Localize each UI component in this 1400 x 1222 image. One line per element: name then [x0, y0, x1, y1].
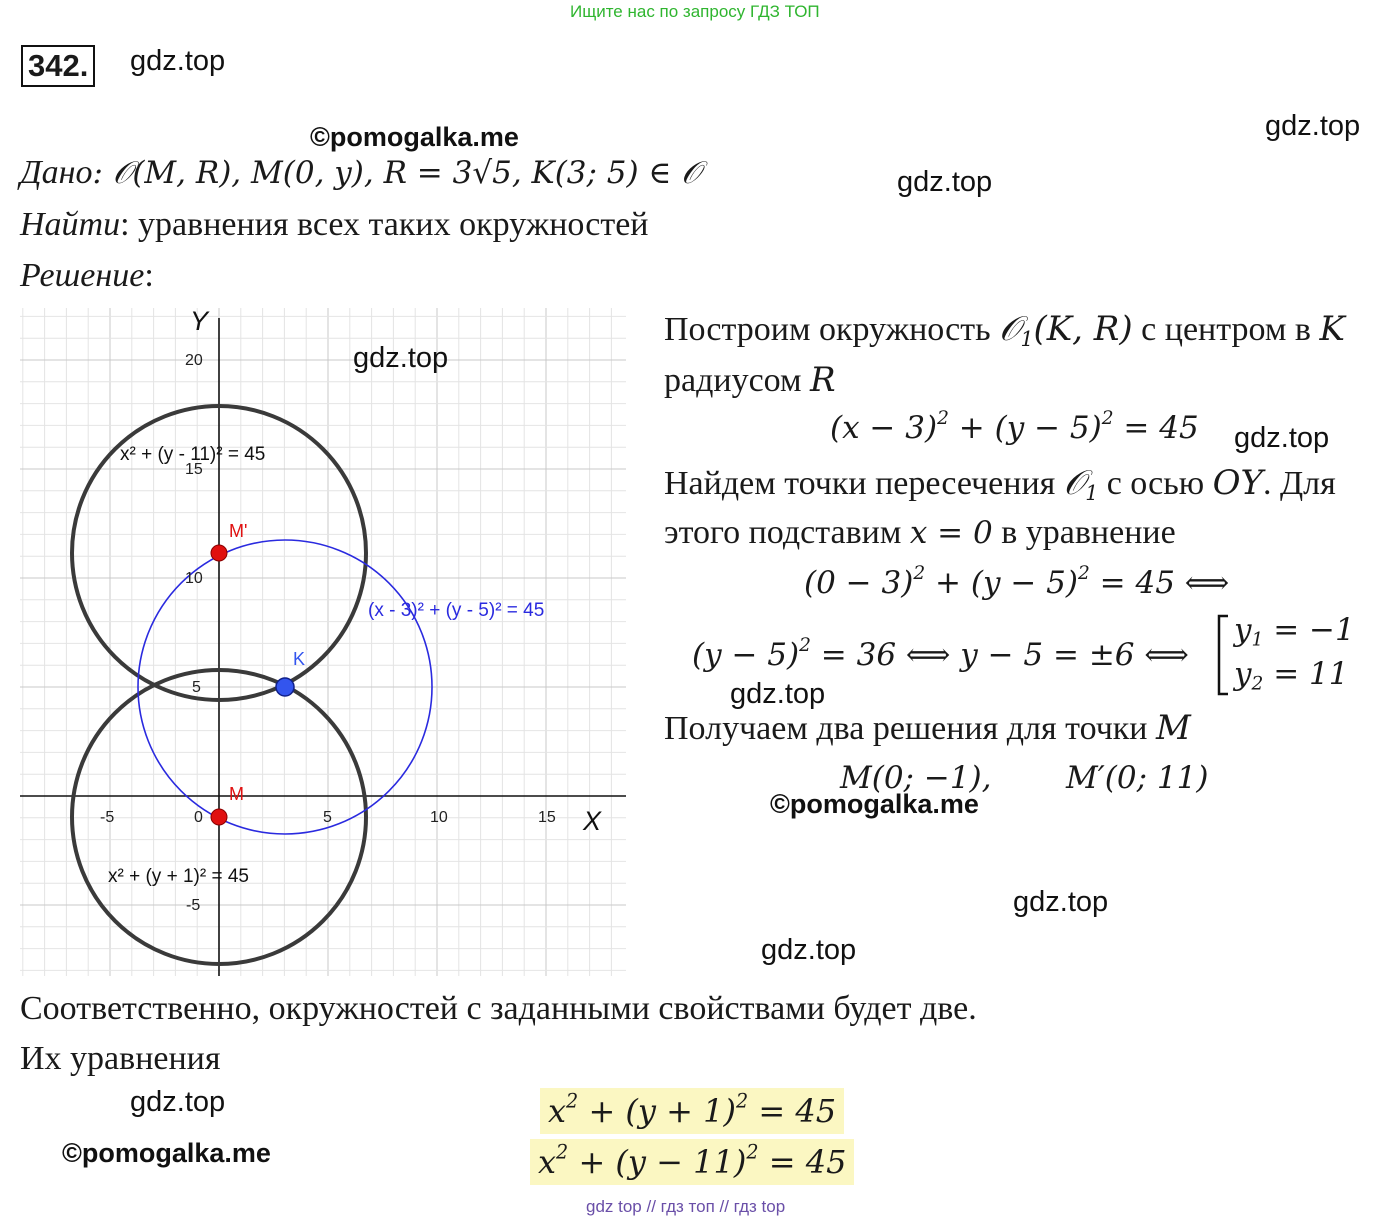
right-line-1 [664, 309, 1345, 352]
ans1-right: = 45 [748, 1092, 837, 1130]
ans2-mid: + (y − 11) [568, 1143, 747, 1181]
x-tick-15: 15 [538, 809, 556, 826]
watermark-gdz-4: gdz.top [353, 342, 449, 374]
point-m-prime [211, 545, 227, 561]
watermark-gdz-2: gdz.top [1265, 110, 1361, 142]
eq1-exp-b: 2 [1101, 408, 1114, 430]
sys2-y: y [1234, 656, 1252, 692]
y-tick-minus5: -5 [186, 897, 201, 914]
y-tick-20: 20 [185, 352, 203, 369]
right-line-5 [664, 708, 1191, 748]
label-m: M [229, 784, 244, 804]
ans2-right: = 45 [758, 1143, 847, 1181]
solution-label: Решение [20, 257, 145, 294]
given-line [20, 154, 701, 192]
eq1-right: = 45 [1113, 410, 1199, 446]
right-line-1-a: Построим окружность [664, 311, 1000, 348]
eq2-right: = 45 ⟺ [1089, 565, 1230, 601]
label-upper-circle: x² + (y - 11)² = 45 [120, 444, 266, 465]
right-line-3-c: . Для [1262, 465, 1336, 502]
right-line-3-sub: 1 [1085, 481, 1099, 506]
watermark-gdz-8: gdz.top [761, 934, 857, 966]
watermark-gdz-7: gdz.top [1013, 886, 1109, 918]
right-line-3-a: Найдем точки пересечения [664, 465, 1064, 502]
right-line-3-oy: OY [1212, 463, 1263, 503]
eq3-exp: 2 [799, 635, 811, 657]
eq1-exp-a: 2 [937, 408, 949, 430]
axis-x-label: X [583, 806, 602, 836]
label-m-prime: M' [229, 521, 248, 541]
right-line-2-r: R [810, 360, 836, 400]
right-line-4-eq: x = 0 [909, 515, 993, 551]
coordinate-graph [20, 300, 632, 980]
eq2-mid: + (y − 5) [925, 565, 1078, 601]
ans1-exp-b: 2 [735, 1089, 749, 1113]
bottom-line-1: Соответственно, окружностей с заданными свойствами будет две. [20, 990, 977, 1027]
watermark-gdz-6: gdz.top [730, 678, 826, 710]
sys1-sub: 1 [1251, 629, 1264, 651]
eq2-exp-b: 2 [1077, 563, 1090, 585]
eq2-left: (0 − 3) [804, 565, 914, 601]
point-k [276, 678, 294, 696]
ans1-left: x [548, 1092, 567, 1130]
top-banner: Ищите нас по запросу ГДЗ ТОП [570, 2, 820, 21]
system-line-1 [1234, 612, 1355, 651]
ans2-exp-b: 2 [746, 1140, 759, 1164]
watermark-gdz-9: gdz.top [130, 1086, 226, 1118]
y-tick-10: 10 [185, 570, 203, 587]
given-label: Дано [20, 154, 93, 191]
x-tick-5: 5 [323, 809, 332, 826]
answer-1 [540, 1088, 844, 1134]
find-line [20, 206, 649, 244]
right-line-3 [664, 463, 1336, 506]
equation-3 [692, 637, 1189, 673]
ans2-left: x [538, 1143, 557, 1181]
eq1-left: (x − 3) [830, 410, 938, 446]
watermark-gdz-5: gdz.top [1234, 422, 1330, 454]
right-line-2 [664, 360, 836, 400]
solution-m: M(0; −1), [840, 760, 992, 796]
sys2-val: = 11 [1263, 656, 1349, 692]
right-line-1-o: 𝒪 [999, 309, 1021, 349]
point-m [211, 809, 227, 825]
right-line-3-o: 𝒪 [1063, 463, 1086, 503]
solution-colon: : [144, 257, 154, 294]
eq2-exp-a: 2 [913, 563, 926, 585]
right-line-4-b: в уравнение [992, 514, 1176, 551]
watermark-gdz-3: gdz.top [897, 166, 993, 198]
label-lower-circle: x² + (y + 1)² = 45 [108, 866, 249, 887]
problem-number: 342. [21, 45, 95, 87]
system-bracket [1216, 614, 1230, 696]
watermark-pomogalka-3: ©pomogalka.me [62, 1138, 271, 1168]
right-line-4 [664, 514, 1176, 552]
right-line-5-a: Получаем два решения для точки [664, 710, 1157, 747]
system-line-2 [1234, 656, 1349, 695]
solution-line [20, 257, 154, 295]
watermark-pomogalka-1: ©pomogalka.me [310, 122, 519, 152]
label-k: K [293, 649, 306, 669]
right-line-1-mid: (K, R) [1033, 309, 1133, 349]
equation-2 [804, 565, 1229, 601]
label-blue-circle: (x - 3)² + (y - 5)² = 45 [368, 600, 545, 621]
eq1-mid: + (y − 5) [948, 410, 1102, 446]
watermark-gdz-1: gdz.top [130, 45, 226, 77]
right-line-1-k: K [1319, 309, 1345, 349]
equation-1 [830, 410, 1199, 446]
x-tick-minus5: -5 [100, 809, 115, 826]
find-label: Найти [20, 206, 121, 243]
sys1-y: y [1234, 612, 1252, 648]
right-line-1-b: с центром в [1132, 311, 1320, 348]
ans1-exp-a: 2 [566, 1089, 579, 1113]
right-line-4-a: этого подставим [664, 514, 910, 551]
y-tick-5: 5 [192, 679, 201, 696]
sys2-sub: 2 [1251, 673, 1264, 695]
ans1-mid: + (y + 1) [578, 1092, 736, 1130]
x-tick-10: 10 [430, 809, 448, 826]
solution-m-prime: M′(0; 11) [1066, 760, 1209, 796]
right-line-1-sub: 1 [1020, 327, 1034, 352]
axis-y-label: Y [190, 306, 209, 336]
answer-2 [530, 1139, 854, 1185]
right-line-3-b: с осью [1098, 465, 1213, 502]
eq3-left: (y − 5) [692, 637, 800, 673]
footer-links: gdz top // гдз топ // гдз top [586, 1197, 786, 1216]
bottom-line-2: Их уравнения [20, 1040, 221, 1077]
given-text: : 𝒪(M, R), M(0, y), R = 3√5, K(3; 5) ∈ 𝒪 [92, 155, 701, 191]
right-line-5-m: M [1156, 708, 1191, 748]
eq3-right: = 36 ⟺ y − 5 = ±6 ⟺ [810, 637, 1189, 673]
x-tick-0: 0 [194, 809, 203, 826]
ans2-exp-a: 2 [556, 1140, 569, 1164]
y-tick-15: 15 [185, 461, 203, 478]
find-text: : уравнения всех таких окружностей [120, 206, 649, 243]
right-line-2-a: радиусом [664, 362, 811, 399]
sys1-val: = −1 [1263, 612, 1355, 648]
watermark-pomogalka-2: ©pomogalka.me [770, 789, 979, 819]
